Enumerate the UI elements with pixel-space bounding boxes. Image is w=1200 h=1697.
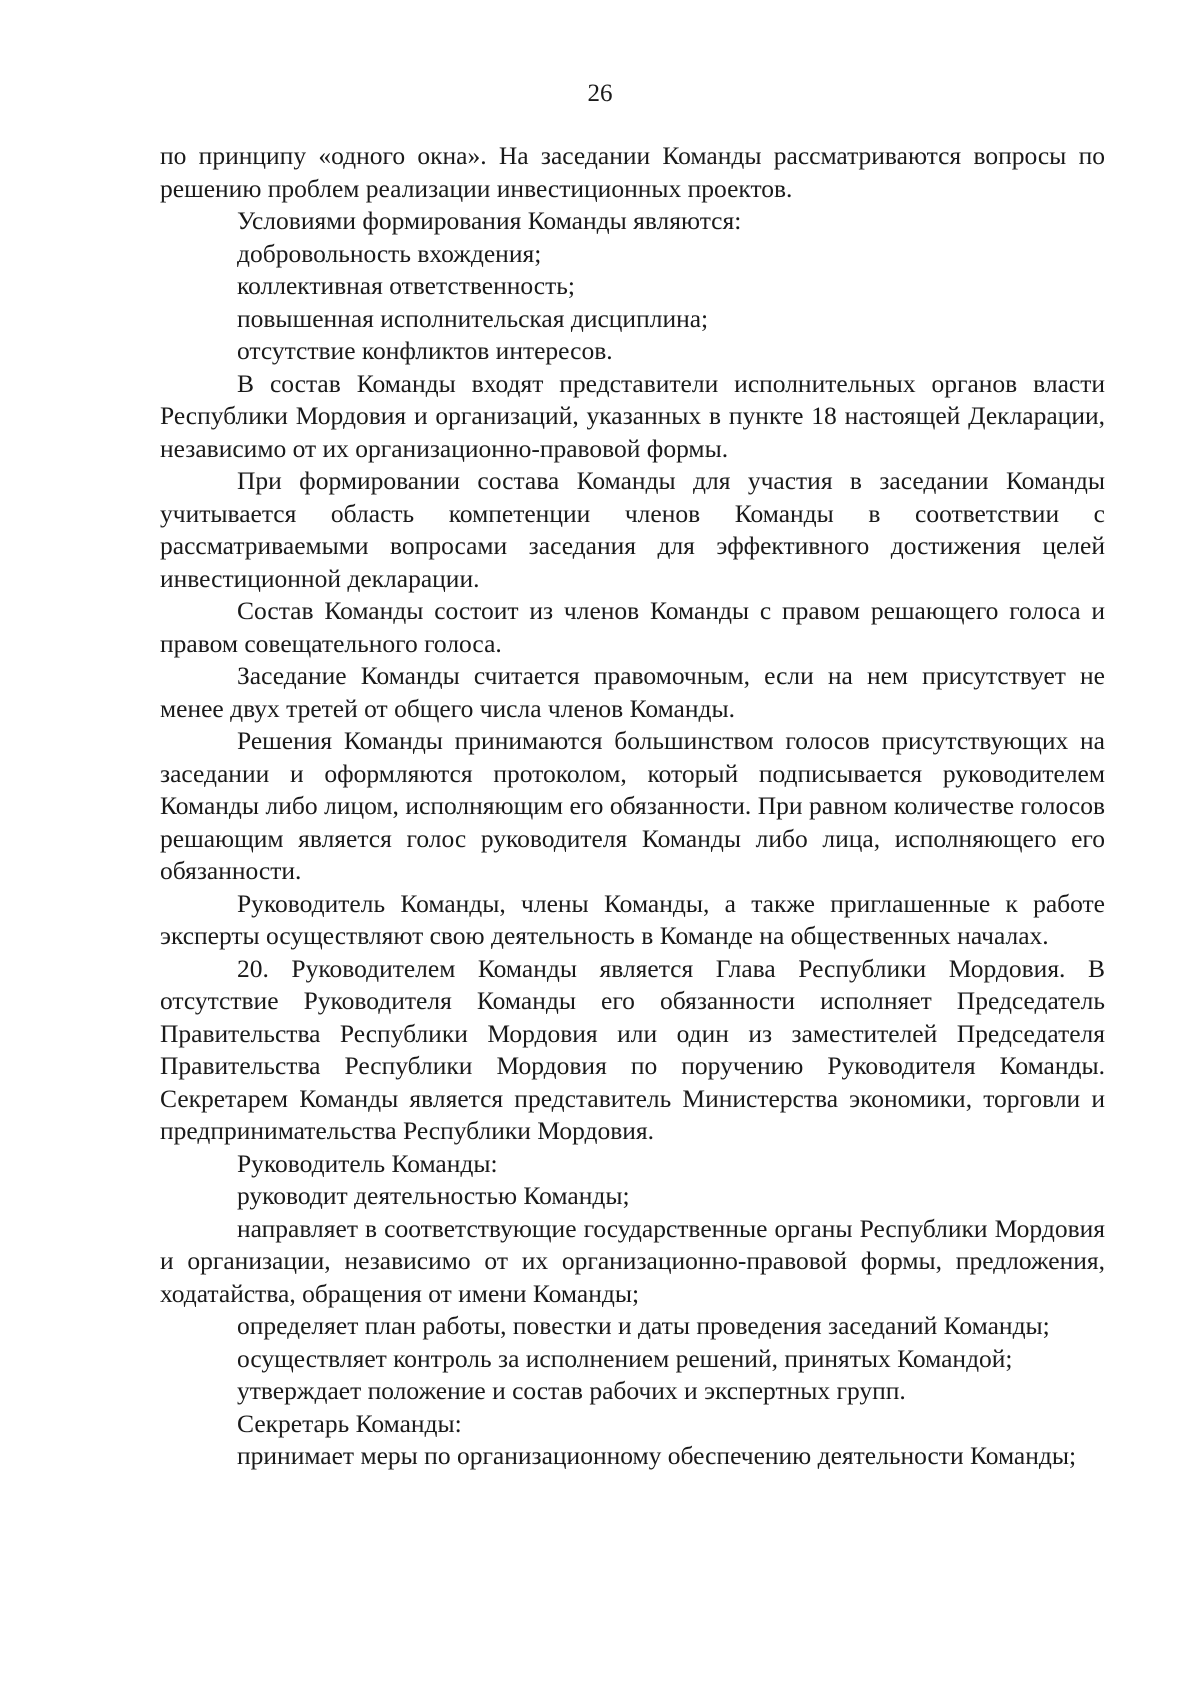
paragraph-team-composition: В состав Команды входят представители исполнительных органов власти Республики Мордовия и организаций, указанных в пункте 18 настоящей Декларации, независимо от их организационно-правовой формы. — [160, 368, 1105, 463]
paragraph-section-20: 20. Руководителем Команды является Глава Республики Мордовия. В отсутствие Руководителя Команды его обязанности исполняет Председатель Правительства Республики Мордовия или один из заместителей Председателя Правительства Республики Мордовия по поручению Руководителя Команды. Секретарем Команды является представитель Министерства экономики, торговли и предпринимательства Республики Мордовия. — [160, 953, 1105, 1145]
list-item-head-duty: осуществляет контроль за исполнением решений, принятых Командой; — [237, 1343, 1013, 1373]
paragraph-secretary-heading: Секретарь Команды: — [237, 1408, 462, 1438]
paragraph-head-duties-heading: Руководитель Команды: — [237, 1148, 498, 1178]
paragraph-quorum: Заседание Команды считается правомочным, если на нем присутствует не менее двух третей от общего числа членов Команды. — [160, 661, 1105, 723]
paragraph-voting-rights: Состав Команды состоит из членов Команды с правом решающего голоса и правом совещательного голоса. — [160, 596, 1105, 658]
page-number: 26 — [587, 80, 613, 107]
list-item-condition: коллективная ответственность; — [237, 271, 575, 300]
list-item-head-duty: определяет план работы, повестки и даты проведения заседаний Команды; — [237, 1311, 1050, 1340]
paragraph-team-formation: При формировании состава Команды для участия в заседании Команды учитывается область компетенции членов Команды в соответствии с рассматриваемыми вопросами заседания для эффективного достижения целей инвестиционной декларации. — [160, 466, 1105, 593]
list-item-secretary-duty: принимает меры по организационному обеспечению деятельности Команды; — [237, 1441, 1077, 1470]
list-item-head-duty: направляет в соответствующие государственные органы Республики Мордовия и организации, независимо от их организационно-правовой формы, предложения, ходатайства, обращения от имени Команды; — [160, 1213, 1105, 1308]
list-item-head-duty: утверждает положение и состав рабочих и экспертных групп. — [237, 1376, 906, 1405]
list-item-condition: повышенная исполнительская дисциплина; — [237, 303, 709, 333]
paragraph-conditions-heading: Условиями формирования Команды являются: — [237, 206, 742, 235]
list-item-condition: добровольность вхождения; — [237, 238, 542, 268]
list-item-head-duty: руководит деятельностью Команды; — [237, 1181, 630, 1210]
list-item-condition: отсутствие конфликтов интересов. — [237, 336, 613, 365]
document-body — [160, 140, 1105, 1473]
paragraph-intro: по принципу «одного окна». На заседании Команды рассматриваются вопросы по решению проблем реализации инвестиционных проектов. — [160, 141, 1105, 203]
paragraph-decisions: Решения Команды принимаются большинством голосов присутствующих на заседании и оформляются протоколом, который подписывается руководителем Команды либо лицом, исполняющим его обязанности. При равном количестве голосов решающим является голос руководителя Команды либо лица, исполняющего его обязанности. — [160, 726, 1105, 885]
paragraph-voluntary-basis: Руководитель Команды, члены Команды, а также приглашенные к работе эксперты осуществляют свою деятельность в Команде на общественных началах. — [160, 888, 1105, 950]
